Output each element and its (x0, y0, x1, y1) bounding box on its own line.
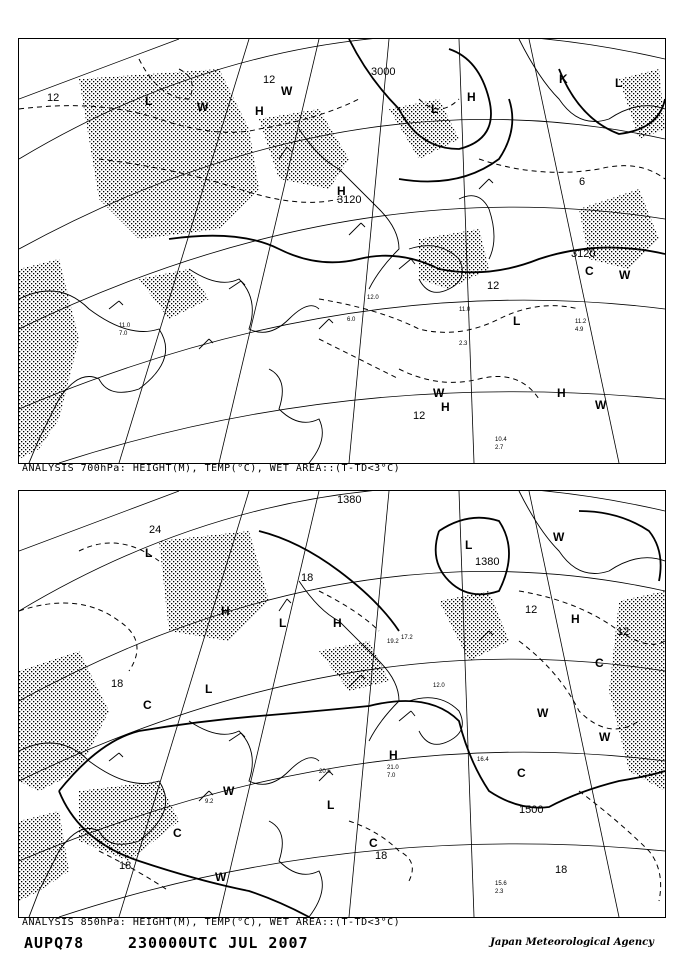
cold-marker: C (517, 766, 526, 780)
warm-marker: W (599, 730, 611, 744)
high-center: H (333, 616, 342, 630)
station-value: 16.4 (477, 757, 489, 763)
map-850hpa-svg (19, 491, 665, 917)
high-center: H (557, 386, 566, 400)
caption-700hpa: ANALYSIS 700hPa: HEIGHT(M), TEMP(°C), WET AREA::(T-TD<3°C) (22, 463, 401, 474)
chart-id: AUPQ78 (24, 934, 85, 952)
low-center: L (431, 102, 439, 116)
isotherm-label: 24 (149, 524, 162, 536)
warm-marker: W (197, 100, 209, 114)
wind-barbs (109, 599, 493, 801)
warm-marker: W (433, 386, 445, 400)
station-value: 11.0 (119, 323, 131, 329)
station-value: 7.0 (119, 331, 128, 337)
station-value: 12.0 (433, 683, 445, 689)
station-value: 11.2 (575, 319, 587, 325)
station-value: 9.2 (205, 799, 214, 805)
wet-area-shading (19, 531, 665, 901)
isotherm-label: 18 (119, 860, 132, 872)
low-center: L (327, 798, 335, 812)
low-center: L (145, 546, 153, 560)
cold-marker: C (369, 836, 378, 850)
map-panel-700hpa (18, 38, 666, 464)
low-center: L (465, 538, 473, 552)
low-center: L (615, 76, 623, 90)
isotherm-label: 12 (487, 280, 500, 292)
warm-marker: W (553, 530, 565, 544)
warm-marker: W (223, 784, 235, 798)
high-center: H (441, 400, 450, 414)
cold-marker: C (585, 264, 594, 278)
high-center: H (337, 184, 346, 198)
height-contours (59, 511, 665, 917)
low-center: L (145, 94, 153, 108)
isotherm-label: 12 (413, 410, 426, 422)
station-value: 7.0 (387, 773, 396, 779)
isotherm-label: 6 (579, 176, 586, 188)
height-label: 3120 (571, 248, 596, 260)
low-center: L (279, 616, 287, 630)
map-panel-850hpa (18, 490, 666, 918)
cold-marker: C (595, 656, 604, 670)
caption-850hpa: ANALYSIS 850hPa: HEIGHT(M), TEMP(°C), WET AREA::(T-TD<3°C) (22, 917, 401, 928)
station-value: 15.6 (495, 881, 507, 887)
valid-time: 230000UTC JUL 2007 (128, 934, 309, 952)
station-value: 21.0 (387, 765, 399, 771)
warm-marker: W (215, 870, 227, 884)
isotherm-label: 18 (555, 864, 568, 876)
k-marker: K (559, 72, 568, 86)
isotherm-label: 12 (617, 626, 630, 638)
agency-name: Japan Meteorological Agency (490, 937, 654, 948)
height-label: 1380 (337, 494, 362, 506)
high-center: H (389, 748, 398, 762)
station-value: 17.2 (401, 635, 413, 641)
low-center: L (513, 314, 521, 328)
map-700hpa-svg (19, 39, 665, 463)
height-label: 1380 (475, 556, 500, 568)
high-center: H (221, 604, 230, 618)
high-center: H (571, 612, 580, 626)
station-value: 10.4 (495, 437, 507, 443)
isotherm-label: 18 (301, 572, 314, 584)
height-label: 3000 (371, 66, 396, 78)
isotherm-label: 12 (47, 92, 60, 104)
isotherm-label: 12 (263, 74, 276, 86)
height-label: 3120 (337, 194, 362, 206)
high-center: H (255, 104, 264, 118)
warm-marker: W (619, 268, 631, 282)
warm-marker: W (281, 84, 293, 98)
cold-marker: C (173, 826, 182, 840)
warm-marker: W (595, 398, 607, 412)
station-value: 12.0 (367, 295, 379, 301)
station-value: 20.6 (319, 769, 331, 775)
station-value: 6.0 (347, 317, 356, 323)
isotherm-label: 18 (111, 678, 124, 690)
cold-marker: C (143, 698, 152, 712)
station-value: 19.2 (387, 639, 399, 645)
wet-area-shading (19, 69, 665, 459)
station-value: 2.7 (495, 445, 504, 451)
station-value: 2.3 (459, 341, 468, 347)
warm-marker: W (537, 706, 549, 720)
station-value: 4.9 (575, 327, 584, 333)
station-value: 2.3 (495, 889, 504, 895)
isotherm-label: 18 (375, 850, 388, 862)
low-center: L (205, 682, 213, 696)
station-value: 11.0 (459, 307, 471, 313)
height-label: 1500 (519, 804, 544, 816)
high-center: H (467, 90, 476, 104)
isotherm-label: 12 (525, 604, 538, 616)
